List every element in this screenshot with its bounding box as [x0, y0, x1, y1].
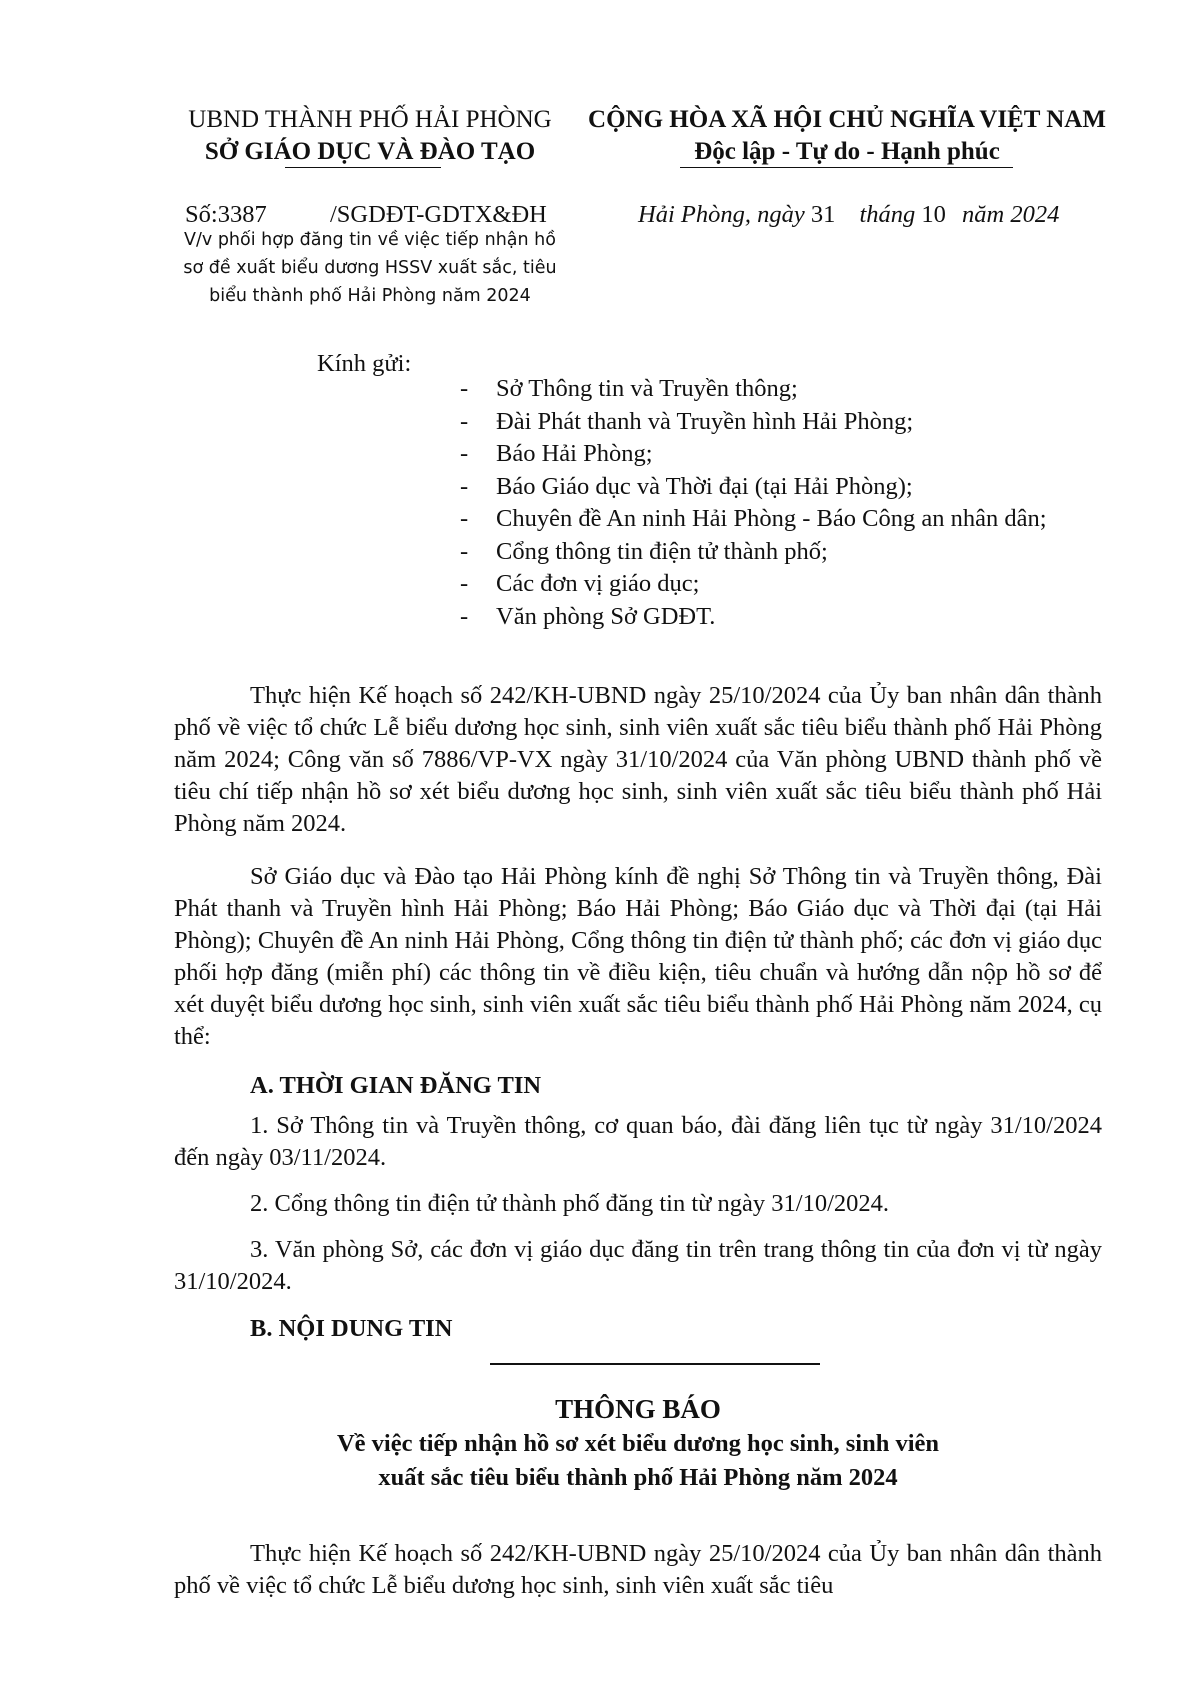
- notice-subtitle-line: xuất sắc tiêu biểu thành phố Hải Phòng năm 2024: [378, 1464, 898, 1491]
- national-motto: [582, 104, 1112, 168]
- paragraph-request: Sở Giáo dục và Đào tạo Hải Phòng kính đề nghị Sở Thông tin và Truyền thông, Đài Phát thanh và Truyền hình Hải Phòng; Báo Hải Phòng; Báo Giáo dục và Thời đại (tại Hải Phòng); Chuyên đề An ninh Hải Phòng, Cổng thông tin điện tử thành phố; các đơn vị giáo dục phối hợp đăng (miễn phí) các thông tin về điều kiện, tiêu chuẩn và hướng dẫn nộp hồ sơ để xét duyệt biểu dương học sinh, sinh viên xuất sắc tiêu biểu thành phố Hải Phòng năm 2024, cụ thể:: [174, 863, 1102, 1050]
- issuing-authority: [160, 104, 580, 168]
- date-day: 31: [810, 201, 836, 228]
- section-a-item-2: 2. Cổng thông tin điện tử thành phố đăng tin từ ngày 31/10/2024.: [250, 1190, 890, 1217]
- notice-subtitle-line: Về việc tiếp nhận hồ sơ xét biểu dương học sinh, sinh viên: [336, 1430, 940, 1457]
- notice-body: Thực hiện Kế hoạch số 242/KH-UBND ngày 25/10/2024 của Ủy ban nhân dân thành phố về việc tổ chức Lễ biểu dương học sinh, sinh viên xuất sắc tiêu: [174, 1540, 1102, 1599]
- number-label: Số:: [185, 201, 218, 228]
- motto: Độc lập - Tự do - Hạnh phúc: [694, 138, 1000, 165]
- section-b-heading: B. NỘI DUNG TIN: [250, 1315, 453, 1342]
- notice-separator: [490, 1363, 820, 1365]
- recipient-item: - Các đơn vị giáo dục;: [460, 570, 700, 597]
- document-code: /SGDĐT-GDTX&ĐH: [330, 201, 547, 228]
- recipient-item: - Báo Giáo dục và Thời đại (tại Hải Phòng);: [460, 472, 913, 500]
- recipient-list: [460, 373, 1047, 633]
- recipient-item: - Đài Phát thanh và Truyền hình Hải Phòng;: [460, 407, 914, 435]
- section-a-item-3: 3. Văn phòng Sở, các đơn vị giáo dục đăng tin trên trang thông tin của đơn vị từ ngày 31/10/2024.: [174, 1236, 1102, 1295]
- salutation: Kính gửi:: [317, 350, 412, 377]
- section-a-heading: A. THỜI GIAN ĐĂNG TIN: [250, 1072, 542, 1099]
- subject-line: V/v phối hợp đăng tin về việc tiếp nhận hồ: [184, 230, 556, 250]
- country-name: CỘNG HÒA XÃ HỘI CHỦ NGHĨA VIỆT NAM: [588, 106, 1106, 133]
- recipient-item: - Cổng thông tin điện tử thành phố;: [460, 537, 828, 565]
- section-a-item-1: 1. Sở Thông tin và Truyền thông, cơ quan báo, đài đăng liên tục từ ngày 31/10/2024 đến ngày 03/11/2024.: [174, 1112, 1102, 1171]
- subject-line: biểu thành phố Hải Phòng năm 2024: [209, 286, 531, 306]
- recipient-item: - Chuyên đề An ninh Hải Phòng - Báo Công an nhân dân;: [460, 505, 1047, 532]
- header-left-underline: [285, 167, 441, 168]
- date-month-label: tháng: [859, 201, 916, 228]
- notice-title: THÔNG BÁO: [555, 1394, 721, 1424]
- notice-subtitle: [174, 1427, 1102, 1495]
- recipient-item: - Sở Thông tin và Truyền thông;: [460, 375, 798, 402]
- date-month: 10: [921, 201, 946, 228]
- header-right-underline: [680, 167, 1013, 168]
- authority-name: UBND THÀNH PHỐ HẢI PHÒNG: [188, 106, 552, 133]
- department-name: SỞ GIÁO DỤC VÀ ĐÀO TẠO: [204, 138, 536, 165]
- date-place: Hải Phòng, ngày: [638, 201, 805, 228]
- subject-line: sơ đề xuất biểu dương HSSV xuất sắc, tiêu: [183, 258, 557, 278]
- number-value: 3387: [217, 201, 267, 228]
- paragraph-intro: Thực hiện Kế hoạch số 242/KH-UBND ngày 25/10/2024 của Ủy ban nhân dân thành phố về việc tổ chức Lễ biểu dương học sinh, sinh viên xuất sắc tiêu biểu thành phố Hải Phòng năm 2024; Công văn số 7886/VP-VX ngày 31/10/2024 của Văn phòng UBND thành phố về tiêu chí tiếp nhận hồ sơ xét biểu dương học sinh, sinh viên xuất sắc tiêu biểu thành phố Hải Phòng năm 2024.: [174, 682, 1102, 837]
- date-year: năm 2024: [962, 201, 1060, 228]
- recipient-item: - Văn phòng Sở GDĐT.: [460, 602, 716, 630]
- recipient-item: - Báo Hải Phòng;: [460, 440, 653, 467]
- subject-block: [160, 226, 580, 310]
- date-line: [638, 199, 1059, 231]
